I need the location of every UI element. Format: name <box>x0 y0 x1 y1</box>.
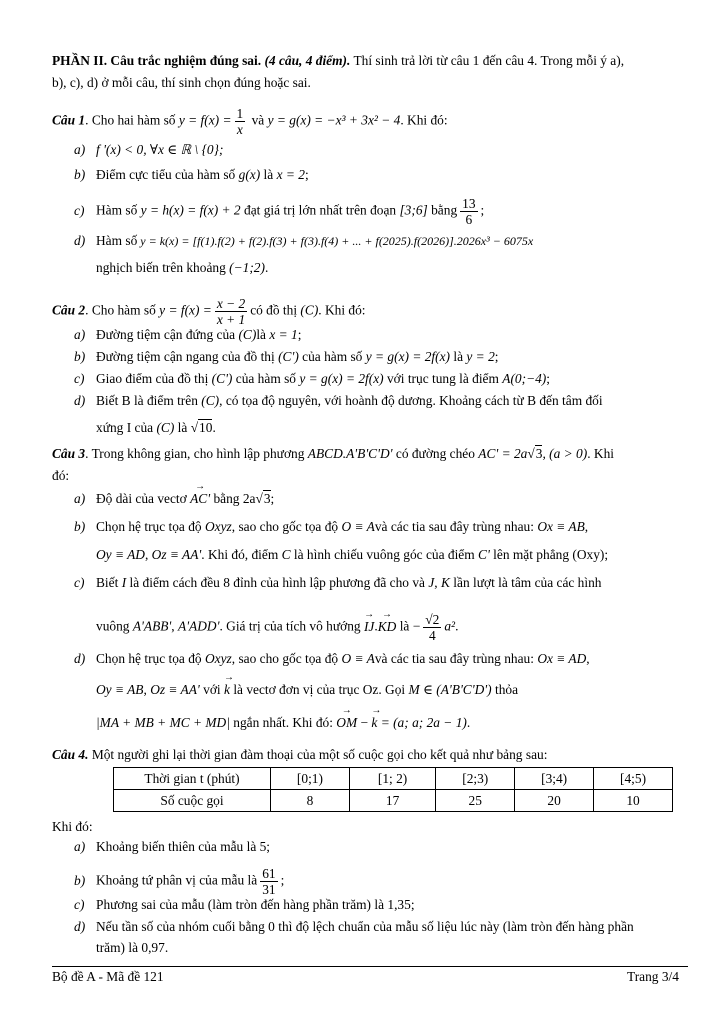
q4-option-d: d) Nếu tần số của nhóm cuối bằng 0 thì độ lệch chuẩn của mẫu số liệu lúc này (làm tròn đến hàng phần <box>74 919 634 934</box>
q4-khi-do: Khi đó: <box>52 819 93 834</box>
call-duration-table <box>113 767 673 812</box>
q4b-fraction: $\frac{61}{31}$ <box>262 866 276 897</box>
table-row <box>114 768 673 790</box>
q4-option-c: c) Phương sai của mẫu (làm tròn đến hàng phần trăm) là 1,35; <box>74 897 415 912</box>
q2-option-d: d) Biết B là điểm trên (C), có tọa độ nguyên, với hoành độ dương. Khoảng cách từ B đến tâm đối <box>74 393 603 408</box>
q3-option-b-cont: Oy ≡ AD, Oz ≡ AA'. Khi đó, điểm C là hình chiếu vuông góc của điểm C' lên mặt phẳng (Oxy); <box>96 547 609 562</box>
section-title: PHẦN II. Câu trắc nghiệm đúng sai. <box>52 53 262 68</box>
table-cell: 10 <box>594 790 673 812</box>
q3-stem-cont: đó: <box>52 468 70 483</box>
q2-option-c: c) Giao điểm của đồ thị (C') của hàm số y = g(x) = 2f(x) với trục tung là điểm A(0;−4); <box>74 371 550 386</box>
q4-stem: Câu 4. Một người ghi lại thời gian đàm thoại của một số cuộc gọi cho kết quả như bảng sau: <box>52 747 548 762</box>
q1-option-d: d) Hàm số y = k(x) = [f(1).f(2) + f(2).f(3) + f(3).f(4) + ... + f(2025).f(2026)].2026x³ − 6075x <box>74 233 534 248</box>
table-header-count: Số cuộc gọi <box>114 790 271 812</box>
table-cell: 20 <box>515 790 594 812</box>
section-instructions-cont: b), c), d) ở mỗi câu, thí sinh chọn đúng hoặc sai. <box>52 75 311 90</box>
q3-option-b: b) Chọn hệ trục tọa độ Oxyz, sao cho gốc tọa độ O ≡ Avà các tia sau đây trùng nhau: Ox ≡ AB, <box>74 519 589 534</box>
q3-option-a: a) Độ dài của vectơ → AC' bằng 2a√3; <box>74 490 274 508</box>
section-instructions: Thí sinh trả lời từ câu 1 đến câu 4. Trong mỗi ý a), <box>350 53 625 68</box>
table-cell: 8 <box>271 790 350 812</box>
q3-option-c-cont: vuông A'ABB', A'ADD'. Giá trị của tích vô hướng → IJ.→ KD là − $\frac{√2}{4}$ a². <box>96 612 458 643</box>
q3c-fraction: $\frac{√2}{4}$ <box>425 612 440 643</box>
q4-option-b: b) Khoảng tứ phân vị của mẫu là $\frac{61}{31}$ ; <box>74 866 285 897</box>
section-meta: (4 câu, 4 điểm). <box>264 53 351 68</box>
table-cell: 25 <box>436 790 515 812</box>
table-cell: [2;3) <box>436 768 515 790</box>
q1c-fraction: $\frac{13}{6}$ <box>462 196 476 227</box>
table-row <box>114 790 673 812</box>
q2-option-b: b) Đường tiệm cận ngang của đồ thị (C') của hàm số y = g(x) = 2f(x) là y = 2; <box>74 349 499 364</box>
q3-option-d-cont2: |MA + MB + MC + MD| ngắn nhất. Khi đó: → OM − → k = (a; a; 2a − 1). <box>96 714 470 732</box>
q1-stem: Câu 1. Cho hai hàm số y = f(x) = $\frac{1}{x}$ và y = g(x) = −x³ + 3x² − 4. Khi đó: <box>52 106 448 137</box>
q2-stem: Câu 2. Cho hàm số y = f(x) = $\frac{x - 2}{x + 1}$ có đồ thị (C). Khi đó: <box>52 296 366 327</box>
footer-exam-code: Bộ đề A - Mã đề 121 <box>52 969 164 984</box>
q2-option-a: a) Đường tiệm cận đứng của (C)là x = 1; <box>74 327 302 342</box>
q3-option-d: d) Chọn hệ trục tọa độ Oxyz, sao cho gốc tọa độ O ≡ Avà các tia sau đây trùng nhau: Ox ≡ AD, <box>74 651 590 666</box>
q1-option-c: c) Hàm số y = h(x) = f(x) + 2 đạt giá trị lớn nhất trên đoạn [3;6] bằng $\frac{13}{6}$ ; <box>74 196 485 227</box>
q3-option-d-cont: Oy ≡ AB, Oz ≡ AA' với → k là vectơ đơn vị của trục Oz. Gọi M ∈ (A'B'C'D') thỏa <box>96 681 518 699</box>
footer-page-number: Trang 3/4 <box>627 969 679 984</box>
q4-option-d-cont: trăm) là 0,97. <box>96 940 169 955</box>
q3-option-c: c) Biết I là điểm cách đều 8 đỉnh của hình lập phương đã cho và J, K lần lượt là tâm của các hình <box>74 575 602 590</box>
table-cell: [4;5) <box>594 768 673 790</box>
q1-option-a: a) f '(x) < 0, ∀x ∈ ℝ \ {0}; <box>74 142 224 157</box>
q1-fraction: $\frac{1}{x}$ <box>236 106 244 137</box>
q1-option-b: b) Điểm cực tiểu của hàm số g(x) là x = 2; <box>74 167 309 182</box>
table-cell: [1; 2) <box>349 768 435 790</box>
table-cell: 17 <box>349 790 435 812</box>
q1-option-d-cont: nghịch biến trên khoảng (−1;2). <box>96 260 269 275</box>
q2-option-d-cont: xứng I của (C) là √10. <box>96 420 216 435</box>
table-header-duration: Thời gian t (phút) <box>114 768 271 790</box>
q3-stem: Câu 3. Trong không gian, cho hình lập phương ABCD.A'B'C'D' có đường chéo AC' = 2a√3, (a > 0). Khi <box>52 446 614 461</box>
table-cell: [3;4) <box>515 768 594 790</box>
footer-divider <box>52 966 688 967</box>
table-cell: [0;1) <box>271 768 350 790</box>
q4-option-a: a) Khoảng biến thiên của mẫu là 5; <box>74 839 271 854</box>
q2-fraction: $\frac{x - 2}{x + 1}$ <box>216 296 246 327</box>
section-header <box>52 52 624 70</box>
